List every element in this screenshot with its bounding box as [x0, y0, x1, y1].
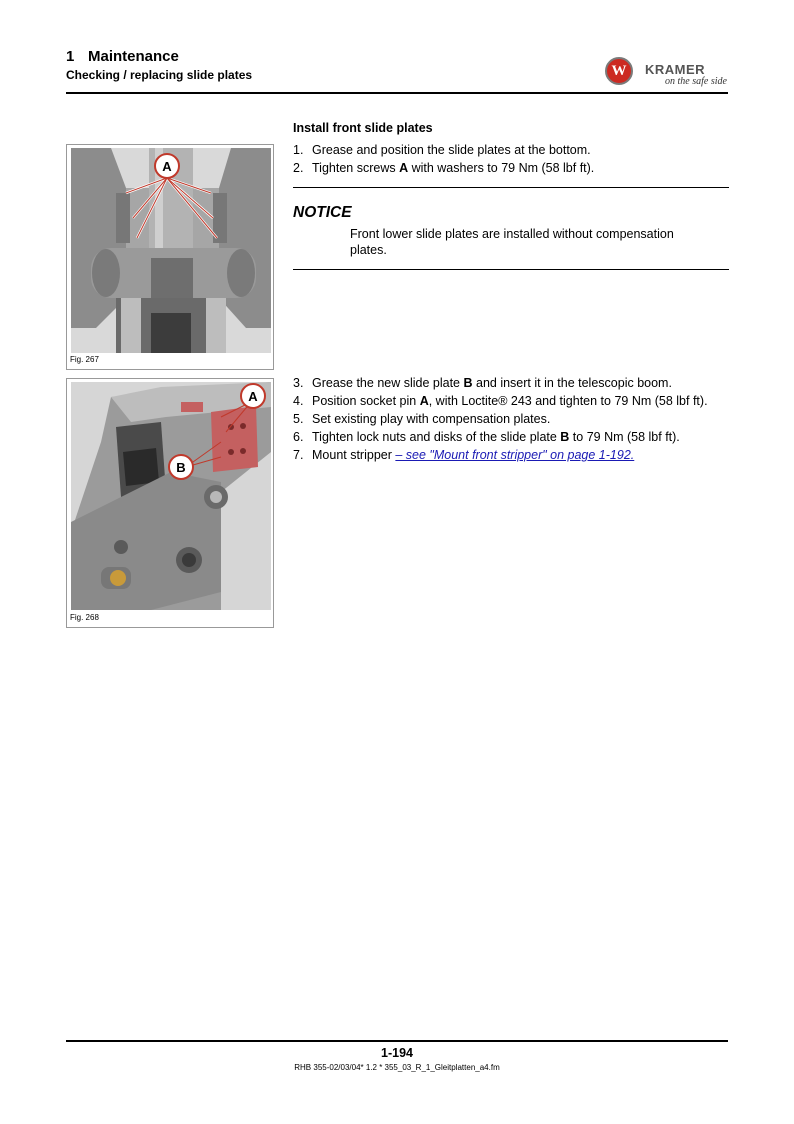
component-reference: B: [560, 430, 570, 444]
brand-mark-icon: [605, 57, 633, 85]
slide-plate-front-illustration: [71, 148, 271, 353]
cross-reference-link[interactable]: – see "Mount front stripper" on page 1-192.: [395, 448, 635, 462]
step-text-part: Position socket pin: [312, 394, 420, 408]
chapter-number: 1: [66, 48, 75, 65]
notice-bottom-divider: [293, 269, 729, 270]
step-text-part: Grease and position the slide plates at the bottom.: [312, 143, 591, 157]
chapter-title: Maintenance: [88, 48, 179, 65]
step-number: 7.: [293, 448, 304, 462]
steps-list-a: [293, 141, 729, 177]
figure-267: [66, 144, 274, 370]
brand-name: KRAMER: [645, 62, 706, 77]
footer-divider: [66, 1040, 728, 1042]
step-number: 6.: [293, 430, 304, 444]
notice-title: NOTICE: [293, 204, 352, 221]
step-text: [312, 394, 708, 408]
figure-268-caption: Fig. 268: [70, 613, 99, 622]
step-number: 4.: [293, 394, 304, 408]
step-item: [293, 410, 729, 428]
steps-list-b: [293, 374, 729, 464]
step-item: [293, 446, 729, 464]
brand-mark-letter: W: [611, 63, 627, 79]
figure-267-caption: Fig. 267: [70, 355, 99, 364]
step-item: [293, 428, 729, 446]
step-text-part: Tighten lock nuts and disks of the slide plate: [312, 430, 561, 444]
step-text-part: Tighten screws: [312, 161, 400, 175]
section-subtitle: Checking / replacing slide plates: [66, 68, 253, 82]
header-divider: [66, 92, 728, 94]
callout-a-label: A: [162, 159, 172, 174]
step-text: [312, 143, 591, 157]
step-item: [293, 141, 729, 159]
step-text-part: Grease the new slide plate: [312, 376, 464, 390]
step-text: [312, 412, 550, 426]
page-number: 1-194: [381, 1046, 413, 1060]
figure-268: [66, 378, 274, 628]
telescopic-boom-illustration: [71, 382, 271, 610]
step-text-part: and insert it in the telescopic boom.: [472, 376, 672, 390]
component-reference: A: [419, 394, 429, 408]
component-reference: B: [463, 376, 473, 390]
step-text-part: to 79 Nm (58 lbf ft).: [569, 430, 680, 444]
brand-tagline: on the safe side: [665, 76, 727, 87]
notice-top-divider: [293, 187, 729, 188]
callout-b-label: B: [176, 460, 186, 475]
step-item: [293, 159, 729, 177]
step-number: 1.: [293, 143, 304, 157]
step-text-part: with washers to 79 Nm (58 lbf ft).: [408, 161, 595, 175]
notice-text: Front lower slide plates are installed without compensation plates.: [350, 227, 674, 257]
step-text: [312, 161, 594, 175]
chapter-heading: [66, 48, 179, 65]
step-number: 3.: [293, 376, 304, 390]
step-item: [293, 374, 729, 392]
kramer-logo: [605, 57, 730, 91]
step-number: 5.: [293, 412, 304, 426]
step-number: 2.: [293, 161, 304, 175]
step-text-part: , with Loctite® 243 and tighten to 79 Nm (58 lbf ft).: [428, 394, 708, 408]
step-item: [293, 392, 729, 410]
step-text: [312, 430, 680, 444]
step-text-part: Mount stripper: [312, 448, 396, 462]
step-text-part: Set existing play with compensation plates.: [312, 412, 551, 426]
step-text: [312, 376, 672, 390]
component-reference: A: [399, 161, 409, 175]
callout-a-label: A: [248, 389, 258, 404]
section-title: Install front slide plates: [293, 121, 433, 135]
step-text: [312, 448, 634, 462]
document-reference: RHB 355-02/03/04* 1.2 * 355_03_R_1_Gleitplatten_a4.fm: [294, 1063, 500, 1072]
